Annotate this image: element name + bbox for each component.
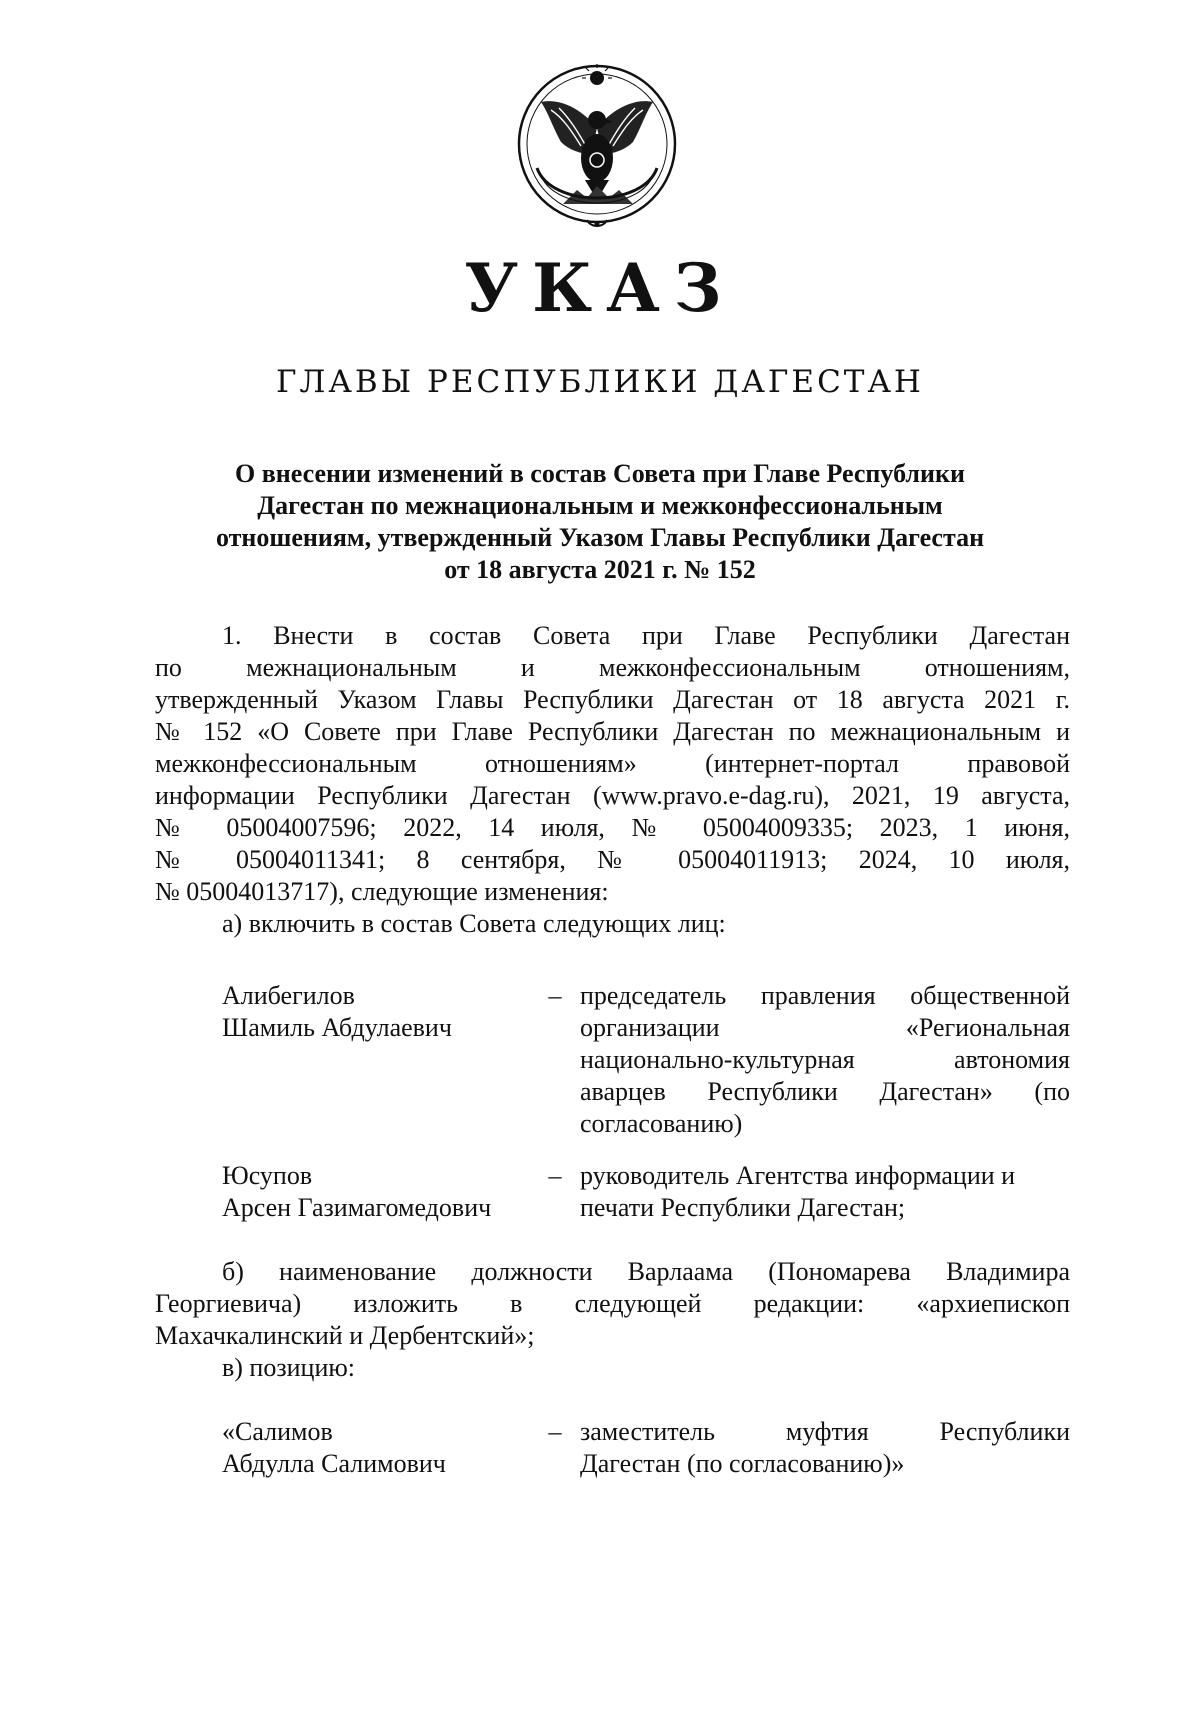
position-line: организации «Региональная: [580, 1013, 1070, 1042]
paragraph-line: № 05004013717), следующие изменения:: [155, 877, 609, 906]
paragraph-line: Георгиевича) изложить в следующей редакции: «архиепископ: [155, 1289, 1070, 1318]
item-a-text: а) включить в состав Совета следующих лиц:: [222, 909, 726, 938]
member-name: [222, 1416, 542, 1480]
member-name: [222, 980, 542, 1044]
subject-line: О внесении изменений в состав Совета при Главе Республики: [235, 459, 965, 488]
council-member-entry: [222, 1160, 1070, 1224]
position-line: согласованию): [580, 1109, 743, 1138]
member-given-names: Арсен Газимагомедович: [222, 1193, 492, 1222]
paragraph-line: информации Республики Дагестан (www.pravo.e-dag.ru), 2021, 19 августа,: [155, 781, 1070, 810]
position-line: национально-культурная автономия: [580, 1045, 1070, 1074]
item-b: [155, 1256, 1070, 1352]
subject-line: отношениям, утвержденный Указом Главы Республики Дагестан: [215, 523, 985, 552]
member-position: [580, 980, 1070, 1140]
member-name: [222, 1160, 542, 1224]
member-given-names: Абдулла Салимович: [222, 1449, 446, 1478]
position-line: руководитель Агентства информации и: [580, 1161, 1016, 1190]
item-v-text: в) позицию:: [222, 1353, 356, 1382]
paragraph-line: межконфессиональным отношениям» (интернет-портал правовой: [155, 749, 1070, 778]
paragraph-1: [155, 620, 1070, 940]
council-member-entry: [222, 1416, 1070, 1480]
member-position: [580, 1416, 1070, 1480]
paragraph-line: № 05004011341; 8 сентября, № 05004011913; 2024, 10 июля,: [155, 845, 1070, 874]
paragraph-line: № 05004007596; 2022, 14 июля, № 05004009335; 2023, 1 июня,: [155, 813, 1070, 842]
entry-dash: –: [548, 981, 562, 1010]
paragraph-line: № 152 «О Совете при Главе Республики Дагестан по межнациональным и: [155, 717, 1070, 746]
member-surname: Юсупов: [222, 1161, 313, 1190]
position-line: печати Республики Дагестан;: [580, 1193, 906, 1222]
position-line: аварцев Республики Дагестан» (по: [580, 1077, 1070, 1106]
position-line: заместитель муфтия Республики: [580, 1417, 1070, 1446]
paragraph-line: по межнациональным и межконфессиональным отношениям,: [155, 653, 1070, 682]
member-surname: Алибегилов: [222, 981, 355, 1010]
document-type-title: УКАЗ: [464, 249, 736, 327]
document-subject: [155, 458, 1045, 586]
paragraph-line: б) наименование должности Варлаама (Пономарева Владимира: [222, 1257, 1070, 1286]
member-position: [580, 1160, 1070, 1224]
entry-dash: –: [548, 1417, 562, 1446]
dagestan-coat-of-arms-icon: [511, 58, 683, 230]
position-line: председатель правления общественной: [580, 981, 1070, 1010]
position-line: Дагестан (по согласованию)»: [580, 1449, 905, 1478]
subject-line: от 18 августа 2021 г. № 152: [444, 555, 756, 584]
paragraph-line: 1. Внести в состав Совета при Главе Республики Дагестан: [222, 621, 1070, 650]
item-v: [222, 1352, 355, 1384]
member-given-names: Шамиль Абдулаевич: [222, 1013, 452, 1042]
paragraph-line: утвержденный Указом Главы Республики Дагестан от 18 августа 2021 г.: [155, 685, 1070, 714]
member-surname: «Салимов: [222, 1417, 333, 1446]
issuing-authority-title: ГЛАВЫ РЕСПУБЛИКИ ДАГЕСТАН: [276, 364, 924, 400]
subject-line: Дагестан по межнациональным и межконфессиональным: [257, 491, 943, 520]
paragraph-line: Махачкалинский и Дербентский»;: [155, 1321, 535, 1350]
council-member-entry: [222, 980, 1070, 1140]
entry-dash: –: [548, 1161, 562, 1190]
